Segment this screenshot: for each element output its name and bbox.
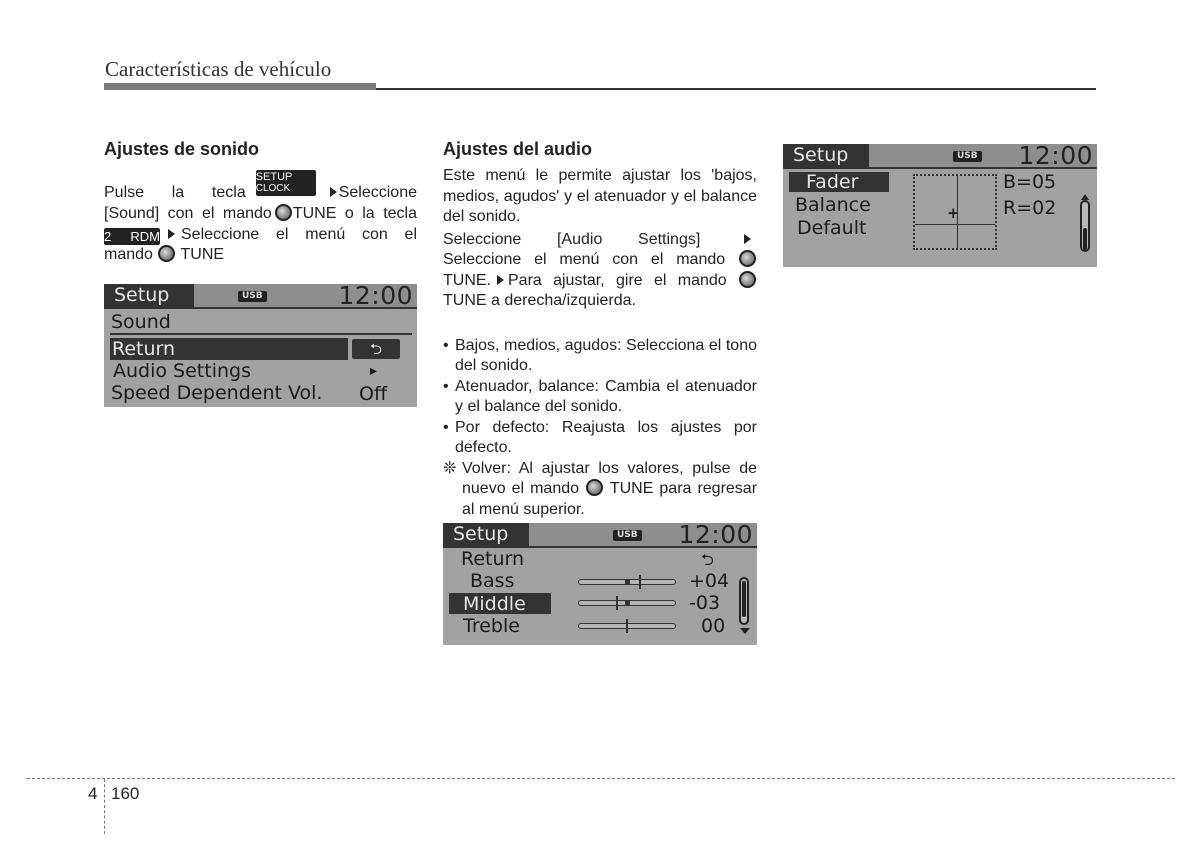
bullet-text: Por defecto: Reajusta los ajustes por defecto. [455,418,757,456]
lcd-item-return[interactable]: Return [461,548,525,570]
arrow-right-icon [168,229,175,239]
lcd-value-b: B=05 [1003,171,1057,193]
note-symbol-icon: ❊ [443,459,457,477]
bass-slider[interactable] [578,579,676,585]
lcd-divider [110,333,412,335]
left-paragraph-line2 [104,204,417,225]
bass-slider-thumb[interactable] [639,575,641,589]
lcd-scrollbar-thumb[interactable] [742,581,746,617]
lcd-top-bar [104,284,417,309]
lcd-screen-sound-menu [104,284,417,407]
tune-knob-icon [158,245,175,262]
arrow-right-icon [744,234,751,244]
bullet-item: • Bajos, medios, agudos: Selecciona el tono del sonido. [443,336,757,374]
page-number: 160 [111,784,140,803]
lcd-value-off: Off [359,383,388,405]
select-line3 [443,271,757,292]
select-line4: TUNE a derecha/izquierda. [443,292,636,309]
middle-slider-thumb[interactable] [616,596,618,610]
text-mando: mando [104,246,153,263]
settings-bullet-list [443,336,757,521]
lcd-item-balance[interactable]: Balance [795,194,871,216]
lcd-value-r: R=02 [1003,197,1057,219]
lcd-item-speed-dependent-vol[interactable]: Speed Dependent Vol. [111,382,323,404]
lcd-row-bass-value: +04 [689,570,730,592]
bullet-text: Atenuador, balance: Cambia el atenuador y el balance del sonido. [455,377,757,415]
text-tune-o-tecla: TUNE o la tecla [292,205,417,222]
lcd-row-middle-value: -03 [689,592,721,614]
lcd-clock: 12:00 [338,284,413,310]
left-column [104,138,417,266]
intro-paragraph: Este menú le permite ajustar los 'bajos, medios, agudos' y el atenuador y el balance del sonido. [443,167,757,225]
key-setup-label: SETUP [255,171,293,183]
lcd-setup-tab: Setup [783,144,869,167]
lcd-setup-tab: Setup [443,523,529,546]
footer-dashed-rule [27,778,1175,779]
key-clock-label: CLOCK [255,183,291,194]
bullet-item: • Por defecto: Reajusta los ajustes por defecto. [443,418,757,456]
fader-cursor-icon: + [947,204,960,222]
lcd-row-treble-value: 00 [701,615,726,637]
header-rule-thick [104,83,376,90]
slider-center-mark [625,580,630,585]
tune-knob-icon [739,271,756,288]
lcd-clock: 12:00 [678,523,753,549]
text-para-ajustar: Para ajustar, gire el mando [508,271,727,289]
page-header-title: Características de vehículo [105,57,332,81]
tune-knob-icon [739,250,756,267]
rdm-key-icon: 2 RDM [104,228,160,244]
lcd-scrollbar[interactable] [739,577,749,625]
bullet-item: • Atenuador, balance: Cambia el atenuador y el balance del sonido. [443,377,757,415]
select-line2 [443,250,757,271]
usb-icon: USB [953,151,982,162]
header-rule-thin [376,88,1096,90]
grid-horizontal-line [915,224,995,225]
text-seleccione: Seleccione [338,184,417,201]
usb-icon: USB [238,291,267,302]
arrow-right-icon [330,187,337,197]
text-seleccione-menu-mando: Seleccione el menú con el mando [443,251,726,268]
lcd-clock: 12:00 [1018,144,1093,170]
text-tune: TUNE. [443,271,491,289]
left-paragraph-line3 [104,225,417,246]
text-sound-con-mando: [Sound] con el mando [104,205,272,222]
lcd-top-bar [783,144,1097,169]
text-pulse-la-tecla: Pulse la tecla [104,184,246,201]
lcd-title-sound: Sound [111,311,171,333]
note-text-a: Volver: Al ajustar los valores, pulse de nuevo el mando [462,459,757,497]
lcd-item-audio-settings[interactable]: Audio Settings [113,360,251,382]
setup-clock-key-icon [256,170,316,196]
text-tune: TUNE [180,246,225,263]
lcd-screen-audio-settings [443,523,757,645]
arrow-right-icon [497,275,504,285]
lcd-item-return[interactable]: Return [110,338,348,360]
return-arrow-icon: ⮌ [352,339,400,359]
lcd-row-middle-label[interactable]: Middle [449,593,551,614]
bullet-text: Bajos, medios, agudos: Selecciona el tono del sonido. [455,336,757,374]
lcd-screen-fader-balance [783,144,1097,267]
tune-knob-icon [586,479,603,496]
tune-knob-icon [275,204,292,221]
text-seleccione-audio-settings: Seleccione [Audio Settings] [443,230,701,248]
lcd-item-default[interactable]: Default [797,217,867,239]
note-item [443,459,757,521]
middle-column [443,138,757,520]
return-arrow-icon: ⮌ [701,550,714,569]
lcd-top-bar [443,523,757,548]
select-line1 [443,230,757,251]
middle-slider[interactable] [578,600,676,606]
usb-icon: USB [613,530,642,541]
slider-center-mark [625,601,630,606]
lcd-row-treble-label[interactable]: Treble [463,615,520,637]
lcd-setup-tab: Setup [104,284,194,307]
section-heading-ajustes-de-sonido: Ajustes de sonido [104,139,260,159]
chevron-right-icon: ▸ [370,363,378,379]
left-paragraph-line1 [104,171,417,204]
lcd-scrollbar[interactable] [1080,200,1090,252]
note-text-b: TUNE para regresar al menú superior. [462,480,758,518]
left-paragraph-line4 [104,245,417,266]
section-heading-ajustes-del-audio: Ajustes del audio [443,139,593,159]
chapter-number: 4 [88,784,98,803]
lcd-item-fader[interactable]: Fader [789,172,889,192]
treble-slider[interactable] [578,623,676,629]
fader-balance-grid[interactable] [913,174,997,250]
lcd-row-bass-label[interactable]: Bass [470,570,515,592]
treble-slider-thumb[interactable] [626,619,628,633]
scroll-down-arrow-icon[interactable] [740,628,750,634]
lcd-scrollbar-thumb[interactable] [1083,228,1087,250]
footer-vertical-rule [104,779,105,834]
text-seleccione-menu: Seleccione el menú con el [181,225,417,243]
